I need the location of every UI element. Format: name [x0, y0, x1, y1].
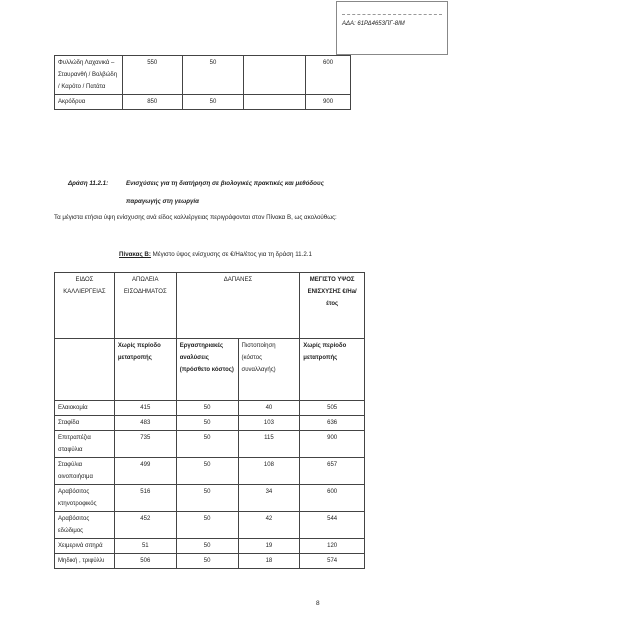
table-row [55, 554, 365, 569]
crop-name-cell: Φυλλώδη Λαχανικά – Σταυρανθή / Βολβώδη / Καρότο / Πατάτα [55, 56, 123, 95]
table-row [55, 416, 365, 431]
subheader-empty [55, 339, 115, 401]
table-row [55, 458, 365, 485]
income-loss-cell: 735 [114, 431, 176, 458]
ada-code: ΑΔΑ: 61ΡΔ4653ΠΓ-8ΙΜ [342, 21, 405, 27]
certification-cell [244, 95, 306, 110]
crop-name-cell: Χειμερινά σιτηρά [55, 539, 115, 554]
table-caption-text: Μέγιστο ύψος ενίσχυσης σε €/Ha/έτος για τη δράση 11.2.1 [150, 251, 312, 258]
table-row [55, 485, 365, 512]
action-code: Δράση 11.2.1: [68, 180, 109, 187]
lab-cost-cell: 50 [176, 416, 238, 431]
crop-name-cell: Επιτραπέζια σταφύλια [55, 431, 115, 458]
intro-paragraph: Τα μέγιστα ετήσια ύψη ενίσχυσης ανά είδος καλλιέργειας περιγράφονται στον Πίνακα Β, ως ακολούθως: [54, 214, 337, 221]
table-row [55, 431, 365, 458]
header-income-loss: ΑΠΩΛΕΙΑ ΕΙΣΟΔΗΜΑΤΟΣ [114, 273, 176, 339]
certification-cell: 40 [238, 401, 300, 416]
income-loss-cell: 516 [114, 485, 176, 512]
crop-name-cell: Σταφίδα [55, 416, 115, 431]
max-aid-cell: 900 [306, 95, 351, 110]
page-number: 8 [316, 600, 320, 607]
income-loss-cell: 499 [114, 458, 176, 485]
max-aid-cell: 600 [306, 56, 351, 95]
subheader-certification: Πιστοποίηση (κόστος συναλλαγής) [238, 339, 300, 401]
table-row [55, 539, 365, 554]
lab-cost-cell: 50 [176, 431, 238, 458]
header-crop-type: ΕΙΔΟΣ ΚΑΛΛΙΕΡΓΕΙΑΣ [55, 273, 115, 339]
action-title-line2: παραγωγής στη γεωργία [126, 198, 199, 205]
table-row [55, 95, 351, 110]
crop-name-cell: Αραβόσιτος κτηνοτροφικός [55, 485, 115, 512]
header-costs: ΔΑΠΑΝΕΣ [176, 273, 300, 339]
max-aid-cell: 636 [300, 416, 365, 431]
income-loss-cell: 415 [114, 401, 176, 416]
max-aid-cell: 120 [300, 539, 365, 554]
max-aid-cell: 544 [300, 512, 365, 539]
certification-cell: 108 [238, 458, 300, 485]
ada-dashed-line [342, 14, 442, 15]
income-loss-cell: 483 [114, 416, 176, 431]
max-aid-cell: 657 [300, 458, 365, 485]
table-row [55, 512, 365, 539]
crop-table-continuation [54, 55, 351, 110]
max-aid-cell: 574 [300, 554, 365, 569]
lab-cost-cell: 50 [176, 401, 238, 416]
income-loss-cell: 452 [114, 512, 176, 539]
crop-name-cell: Αραβόσιτος εδώδιμος [55, 512, 115, 539]
max-aid-cell: 505 [300, 401, 365, 416]
subheader-max-no-conversion: Χωρίς περίοδο μετατροπής [300, 339, 365, 401]
income-loss-cell: 51 [114, 539, 176, 554]
crop-name-cell: Σταφύλια οινοποιήσιμα [55, 458, 115, 485]
header-max-aid: ΜΕΓΙΣΤΟ ΥΨΟΣ ΕΝΙΣΧΥΣΗΣ €/Ha/έτος [300, 273, 365, 339]
certification-cell: 19 [238, 539, 300, 554]
lab-cost-cell: 50 [176, 512, 238, 539]
table-row [55, 56, 351, 95]
crop-name-cell: Ακρόδρυα [55, 95, 123, 110]
ada-stamp-box [336, 1, 448, 55]
income-loss-cell: 506 [114, 554, 176, 569]
crop-name-cell: Ελαιοκομία [55, 401, 115, 416]
income-loss-cell: 850 [122, 95, 182, 110]
lab-cost-cell: 50 [176, 539, 238, 554]
table-caption [119, 251, 312, 258]
certification-cell [244, 56, 306, 95]
lab-cost-cell: 50 [182, 56, 244, 95]
income-loss-cell: 550 [122, 56, 182, 95]
table-caption-label: Πίνακας Β: [119, 251, 151, 258]
certification-cell: 42 [238, 512, 300, 539]
table-row [55, 401, 365, 416]
max-aid-table [54, 272, 365, 569]
certification-cell: 18 [238, 554, 300, 569]
subheader-lab-analyses: Εργαστηριακές αναλύσεις (πρόσθετο κόστος) [176, 339, 238, 401]
subheader-no-conversion: Χωρίς περίοδο μετατροπής [114, 339, 176, 401]
max-aid-cell: 600 [300, 485, 365, 512]
lab-cost-cell: 50 [176, 485, 238, 512]
certification-cell: 115 [238, 431, 300, 458]
action-heading [68, 175, 388, 211]
crop-name-cell: Μηδική , τριφύλλι [55, 554, 115, 569]
lab-cost-cell: 50 [176, 554, 238, 569]
max-aid-cell: 900 [300, 431, 365, 458]
lab-cost-cell: 50 [176, 458, 238, 485]
certification-cell: 103 [238, 416, 300, 431]
action-title-line1: Ενισχύσεις για τη διατήρηση σε βιολογικές πρακτικές και μεθόδους [126, 180, 324, 187]
lab-cost-cell: 50 [182, 95, 244, 110]
certification-cell: 34 [238, 485, 300, 512]
